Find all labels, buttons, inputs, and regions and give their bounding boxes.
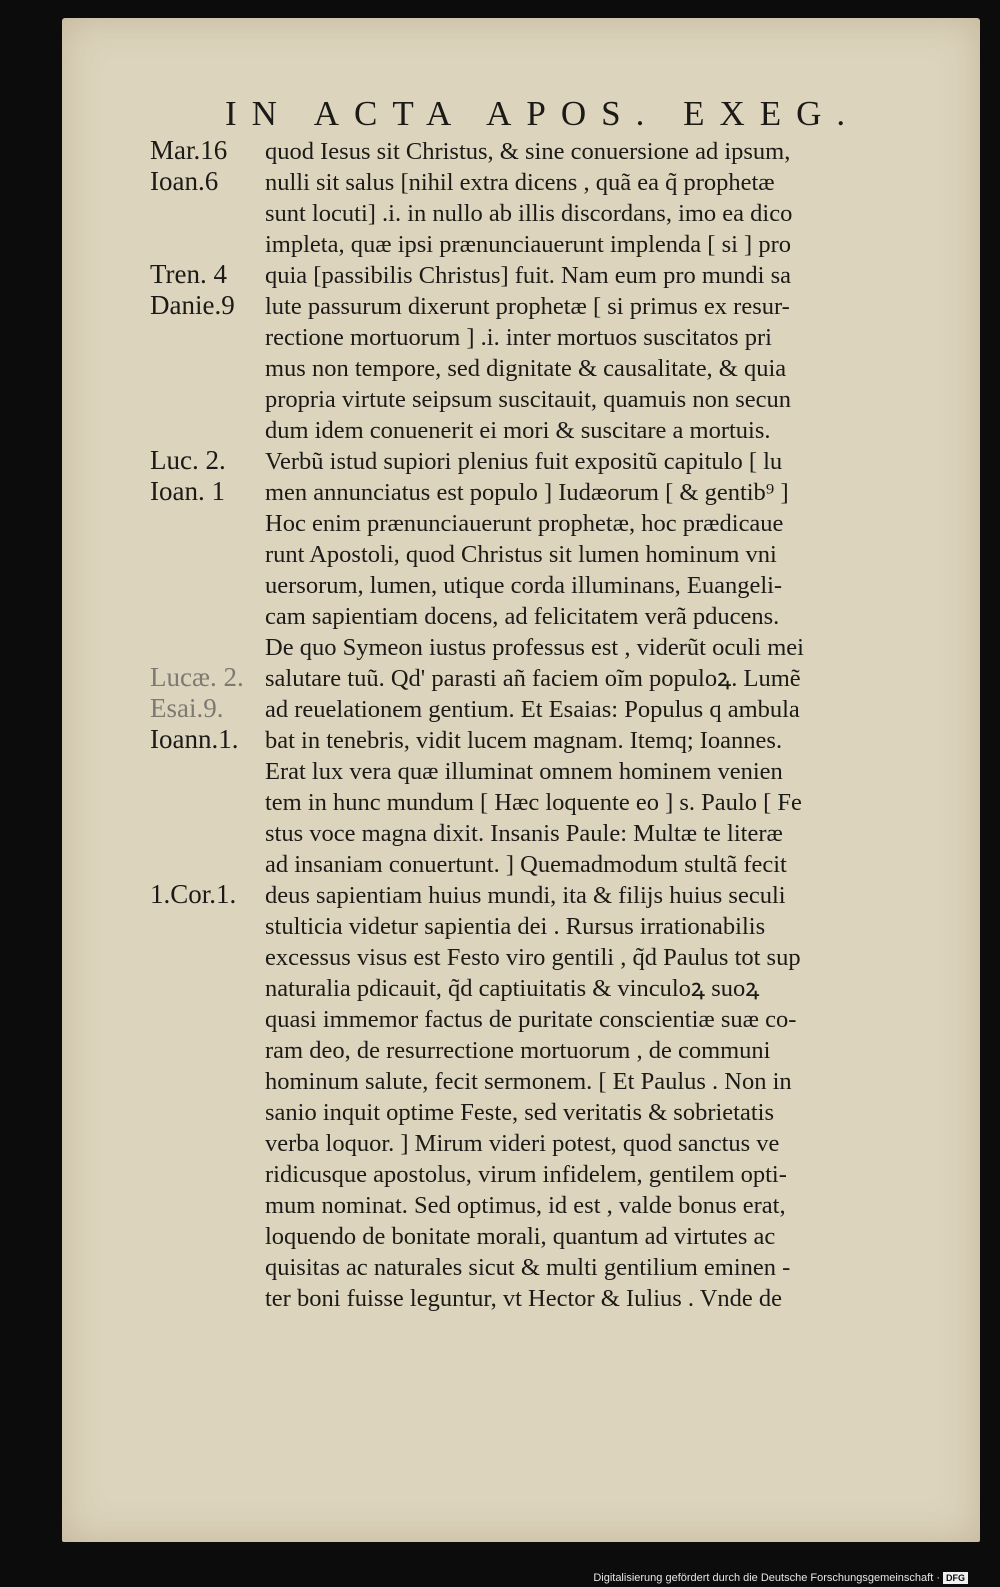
text-line: impleta, quæ ipsi prænunciauerunt implenda [ si ] pro xyxy=(265,231,791,258)
text-line: stus voce magna dixit. Insanis Paule: Multæ te literæ xyxy=(265,820,783,847)
running-head: IN ACTA APOS. EXEG. xyxy=(225,94,861,133)
text-line: lute passurum dixerunt prophetæ [ si primus ex resur- xyxy=(265,293,790,320)
text-line: dum idem conuenerit ei mori & suscitare a mortuis. xyxy=(265,417,771,444)
text-line: cam sapientiam docens, ad felicitatem verã pducens. xyxy=(265,603,780,630)
text-line: De quo Symeon iustus professus est , viderũt oculi mei xyxy=(265,634,804,661)
text-line: quasi immemor factus de puritate conscientiæ suæ co- xyxy=(265,1006,797,1033)
dfg-logo: DFG xyxy=(943,1572,968,1584)
text-line: propria virtute seipsum suscitauit, quamuis non secun xyxy=(265,386,791,413)
text-line: salutare tuũ. Qd' parasti añ faciem oĩm populoꝝ. Lumẽ xyxy=(265,665,801,692)
text-line: ter boni fuisse leguntur, vt Hector & Iulius . Vnde de xyxy=(265,1285,783,1312)
text-line: ad insaniam conuertunt. ] Quemadmodum stultã fecit xyxy=(265,851,787,878)
margin-note: Ioann.1. xyxy=(150,724,239,754)
text-line: rectione mortuorum ] .i. inter mortuos suscitatos pri xyxy=(265,324,772,351)
text-line: quod Iesus sit Christus, & sine conuersione ad ipsum, xyxy=(265,138,791,165)
text-line: ridicusque apostolus, virum infidelem, gentilem opti- xyxy=(265,1161,787,1188)
margin-note: Lucæ. 2. xyxy=(150,662,244,692)
text-line: sunt locuti] .i. in nullo ab illis discordans, imo ea dico xyxy=(265,200,793,227)
text-line: ram deo, de resurrectione mortuorum , de communi xyxy=(265,1037,771,1064)
text-line: uersorum, lumen, utique corda illuminans, Euangeli- xyxy=(265,572,783,599)
margin-note: Luc. 2. xyxy=(150,445,226,475)
text-line: mum nominat. Sed optimus, id est , valde bonus erat, xyxy=(265,1192,786,1219)
footer-text: Digitalisierung gefördert durch die Deutsche Forschungsgemeinschaft · xyxy=(593,1572,940,1584)
text-line: deus sapientiam huius mundi, ita & filijs huius seculi xyxy=(265,882,786,909)
text-line: naturalia pdicauit, q̃d captiuitatis & vinculoꝝ suoꝝ xyxy=(265,975,760,1002)
margin-note: Ioan. 1 xyxy=(150,476,225,506)
text-line: mus non tempore, sed dignitate & causalitate, & quia xyxy=(265,355,787,382)
text-line: loquendo de bonitate morali, quantum ad virtutes ac xyxy=(265,1223,776,1250)
margin-note: Tren. 4 xyxy=(150,259,228,289)
margin-note: Ioan.6 xyxy=(150,166,219,196)
text-line: tem in hunc mundum [ Hæc loquente eo ] s. Paulo [ Fe xyxy=(265,789,802,816)
text-line: quisitas ac naturales sicut & multi gentilium eminen - xyxy=(265,1254,791,1281)
text-line: Hoc enim prænunciauerunt prophetæ, hoc prædicaue xyxy=(265,510,784,537)
margin-note: Esai.9. xyxy=(150,693,224,723)
text-line: nulli sit salus [nihil extra dicens , quã ea q̃ prophetæ xyxy=(265,169,775,196)
margin-note: Mar.16 xyxy=(150,135,228,165)
text-line: runt Apostoli, quod Christus sit lumen hominum vni xyxy=(265,541,777,568)
text-line: excessus visus est Festo viro gentili , q̃d Paulus tot sup xyxy=(265,944,801,971)
text-line: stulticia videtur sapientia dei . Rursus irrationabilis xyxy=(265,913,766,940)
text-line: Erat lux vera quæ illuminat omnem hominem venien xyxy=(265,758,783,785)
text-line: hominum salute, fecit sermonem. [ Et Paulus . Non in xyxy=(265,1068,792,1095)
margin-note: 1.Cor.1. xyxy=(150,879,237,909)
footer-credit xyxy=(593,1572,968,1584)
text-line: quia [passibilis Christus] fuit. Nam eum pro mundi sa xyxy=(265,262,792,289)
margin-note: Danie.9 xyxy=(150,290,235,320)
text-line: men annunciatus est populo ] Iudæorum [ & gentib⁹ ] xyxy=(265,479,789,506)
text-line: verba loquor. ] Mirum videri potest, quod sanctus ve xyxy=(265,1130,780,1157)
text-line: sanio inquit optime Feste, sed veritatis & sobrietatis xyxy=(265,1099,774,1126)
text-line: bat in tenebris, vidit lucem magnam. Itemq; Ioannes. xyxy=(265,727,783,754)
text-line: Verbũ istud supiori plenius fuit expositũ capitulo [ lu xyxy=(265,448,783,475)
text-line: ad reuelationem gentium. Et Esaias: Populus q ambula xyxy=(265,696,800,723)
